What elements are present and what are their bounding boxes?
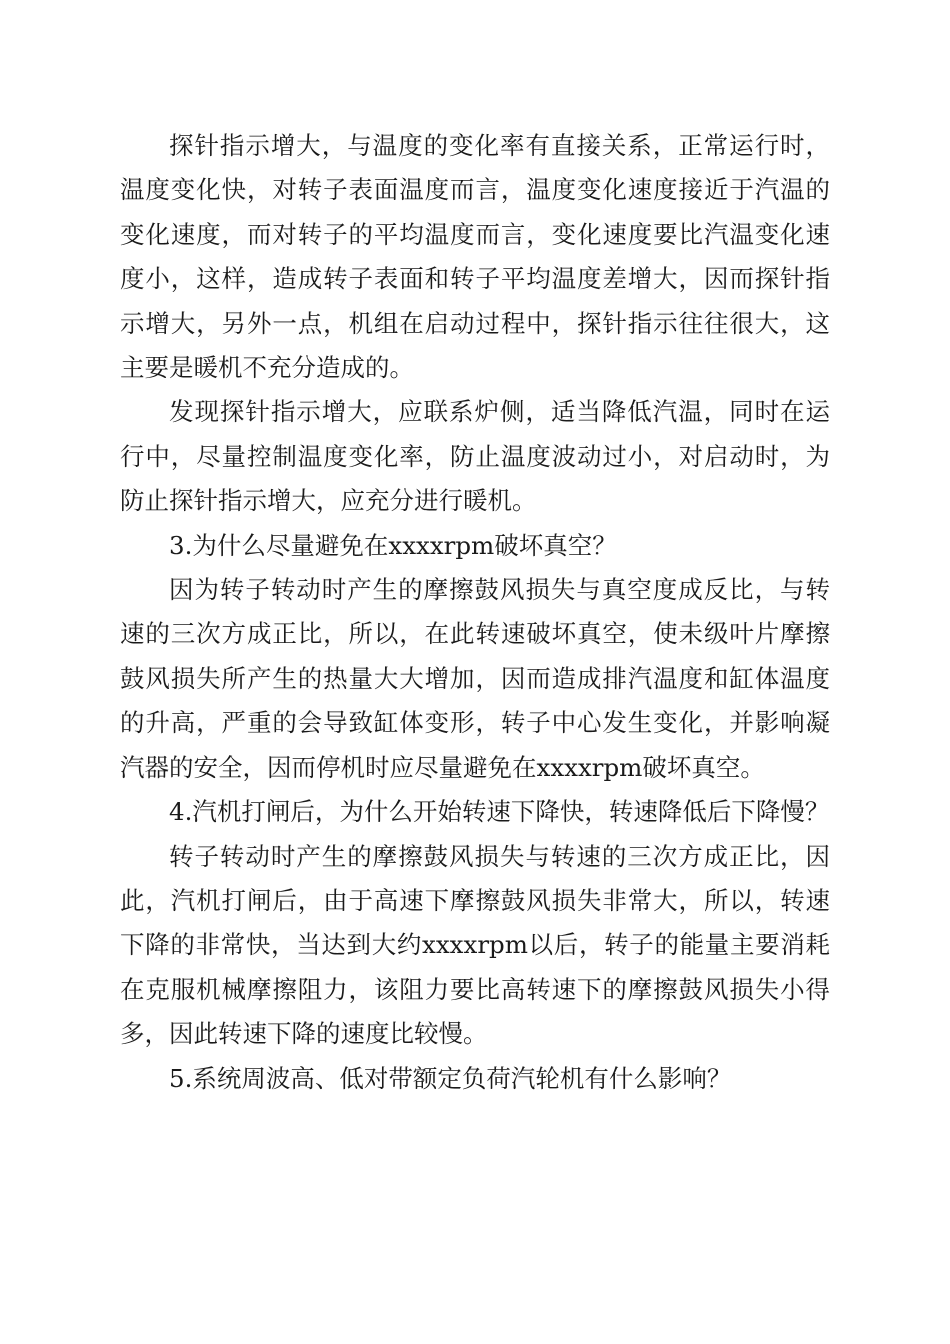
question-heading-5: 5.系统周波高、低对带额定负荷汽轮机有什么影响？ — [169, 1063, 732, 1093]
paragraph-probe-countermeasure: 发现探针指示增大，应联系炉侧，适当降低汽温，同时在运行中，尽量控制温度变化率，防止温度波动过小，对启动时，为防止探针指示增大，应充分进行暖机。 — [120, 397, 830, 516]
question-heading-4: 4.汽机打闸后，为什么开始转速下降快，转速降低后下降慢？ — [169, 797, 830, 827]
answer-paragraph-4: 转子转动时产生的摩擦鼓风损失与转速的三次方成正比，因此，汽机打闸后，由于高速下摩擦鼓风损失非常大，所以，转速下降的非常快，当达到大约xxxxrpm以后，转子的能量主要消耗在克服机械摩擦阻力，该阻力要比高转速下的摩擦鼓风损失小得多，因此转速下降的速度比较慢。 — [120, 841, 830, 1049]
document-page — [120, 124, 830, 1101]
paragraph-probe-indication: 探针指示增大，与温度的变化率有直接关系，正常运行时，温度变化快，对转子表面温度而言，温度变化速度接近于汽温的变化速度，而对转子的平均温度而言，变化速度要比汽温变化速度小，这样，造成转子表面和转子平均温度差增大，因而探针指示增大，另外一点，机组在启动过程中，探针指示往往很大，这主要是暖机不充分造成的。 — [120, 131, 830, 383]
answer-paragraph-3: 因为转子转动时产生的摩擦鼓风损失与真空度成反比，与转速的三次方成正比，所以，在此转速破坏真空，使未级叶片摩擦鼓风损失所产生的热量大大增加，因而造成排汽温度和缸体温度的升高，严重的会导致缸体变形，转子中心发生变化，并影响凝汽器的安全，因而停机时应尽量避免在xxxxrpm破坏真空。 — [120, 575, 830, 782]
question-heading-3: 3.为什么尽量避免在xxxxrpm破坏真空？ — [169, 530, 617, 560]
